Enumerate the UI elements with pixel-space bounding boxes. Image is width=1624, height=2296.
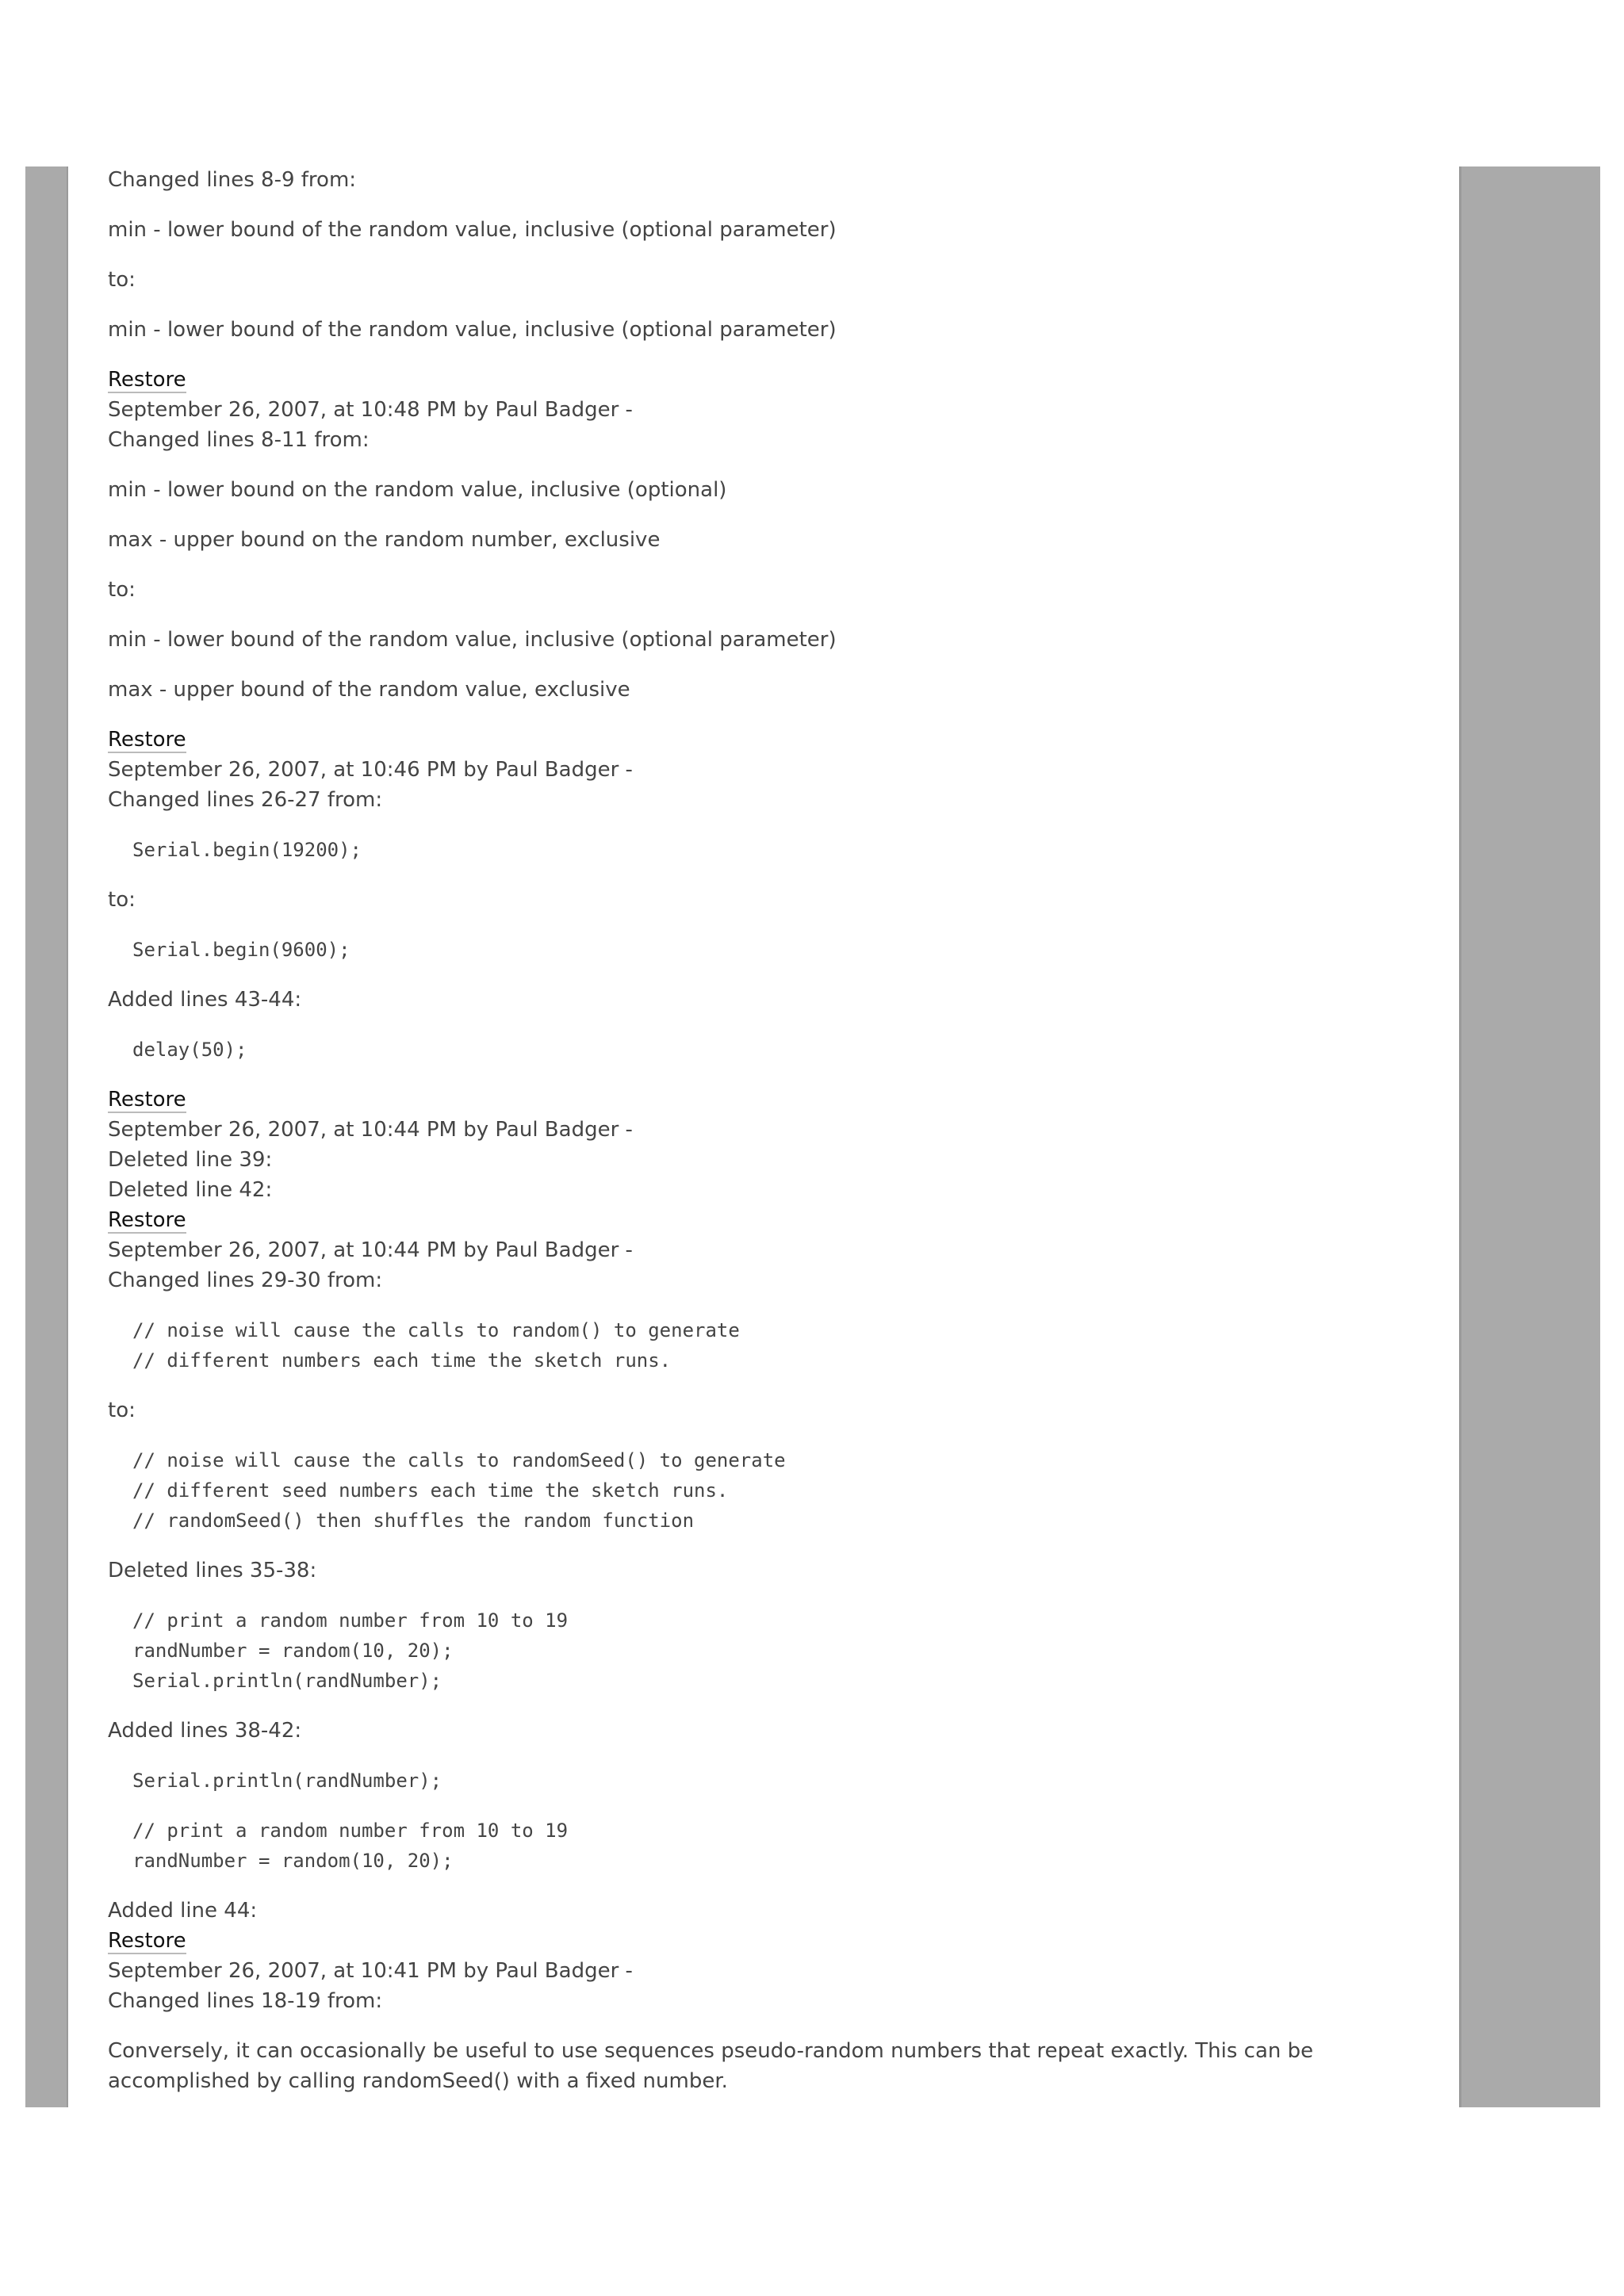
to-label: to: — [108, 888, 136, 912]
restore-link[interactable]: Restore — [108, 1929, 186, 1953]
deleted-lines-label: Deleted lines 35-38: — [108, 1559, 317, 1582]
deleted-line-label: Deleted line 42: — [108, 1178, 273, 1202]
restore-link[interactable]: Restore — [108, 728, 186, 752]
to-label: to: — [108, 1399, 136, 1422]
restore-link[interactable]: Restore — [108, 1088, 186, 1112]
revision-date: September 26, 2007, at 10:44 PM by Paul Badger - — [108, 1118, 633, 1142]
left-sidebar-bar — [25, 166, 68, 2107]
change-from-text: min - lower bound of the random value, inclusive (optional parameter) — [108, 218, 837, 242]
change-header: Changed lines 26-27 from: — [108, 788, 383, 812]
page-history-content — [108, 165, 1329, 2116]
deleted-line-label: Deleted line 39: — [108, 1148, 273, 1172]
code-block: // noise will cause the calls to randomSeed() to generate // different seed numbers each time the sketch runs. // randomSeed() then shuffles the random function — [132, 1449, 786, 1532]
added-lines-label: Added lines 43-44: — [108, 988, 302, 1012]
restore-link[interactable]: Restore — [108, 1208, 186, 1232]
change-header: Changed lines 18-19 from: — [108, 1989, 383, 2013]
change-to-text: max - upper bound of the random value, exclusive — [108, 678, 630, 702]
revision-date: September 26, 2007, at 10:48 PM by Paul Badger - — [108, 398, 633, 422]
change-from-text: Conversely, it can occasionally be useful to use sequences pseudo-random numbers that repeat exactly. This can be accomplished by calling randomSeed() with a fixed number. — [108, 2039, 1320, 2093]
code-block: Serial.println(randNumber); — [132, 1770, 442, 1792]
code-block: Serial.begin(19200); — [132, 839, 362, 861]
change-to-text: min - lower bound of the random value, inclusive (optional parameter) — [108, 628, 837, 652]
to-label: to: — [108, 578, 136, 602]
added-lines-label: Added lines 38-42: — [108, 1719, 302, 1743]
code-block: delay(50); — [132, 1039, 247, 1061]
change-header: Changed lines 29-30 from: — [108, 1269, 383, 1292]
code-block: // print a random number from 10 to 19 randNumber = random(10, 20); Serial.println(randNumber); — [132, 1609, 569, 1692]
right-sidebar-bar — [1459, 166, 1600, 2107]
code-block: // noise will cause the calls to random() to generate // different numbers each time the sketch runs. — [132, 1319, 740, 1372]
change-to-text: min - lower bound of the random value, inclusive (optional parameter) — [108, 318, 837, 342]
revision-date: September 26, 2007, at 10:41 PM by Paul Badger - — [108, 1959, 633, 1983]
change-from-text: min - lower bound on the random value, inclusive (optional) — [108, 478, 727, 502]
revision-date: September 26, 2007, at 10:46 PM by Paul Badger - — [108, 758, 633, 782]
code-block: Serial.begin(9600); — [132, 939, 350, 961]
added-line-label: Added line 44: — [108, 1899, 258, 1923]
change-header: Changed lines 8-9 from: — [108, 168, 357, 192]
code-block: // print a random number from 10 to 19 randNumber = random(10, 20); — [132, 1820, 569, 1872]
change-header: Changed lines 8-11 from: — [108, 428, 370, 452]
to-label: to: — [108, 268, 136, 292]
restore-link[interactable]: Restore — [108, 368, 186, 392]
change-from-text: max - upper bound on the random number, exclusive — [108, 528, 661, 552]
revision-date: September 26, 2007, at 10:44 PM by Paul Badger - — [108, 1238, 633, 1262]
